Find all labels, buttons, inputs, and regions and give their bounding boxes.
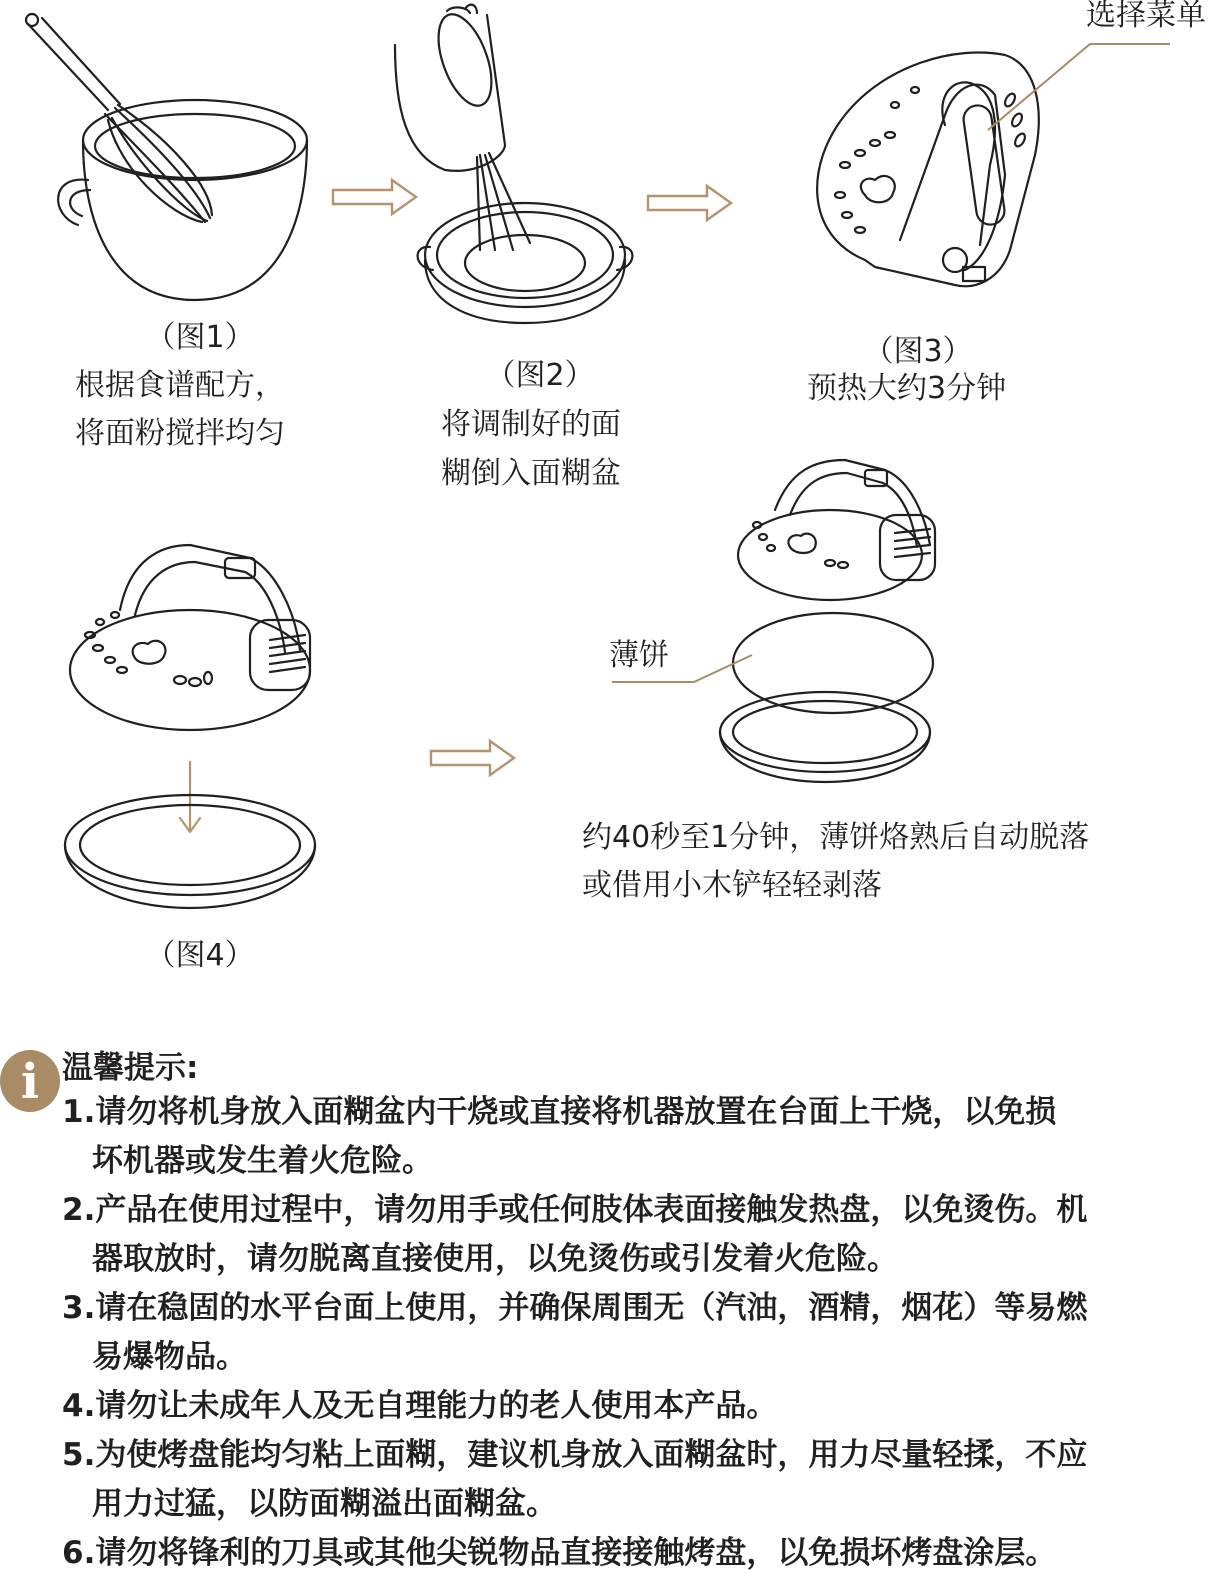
mixing-bowl-whisk-illustration	[20, 10, 320, 310]
tip-item: 3.请在稳固的水平台面上使用，并确保周围无（汽油，酒精，烟花）等易燃 易爆物品。	[62, 1290, 1088, 1375]
batter-tray-illustration	[60, 790, 320, 915]
tip-item: 4.请勿让未成年人及无自理能力的老人使用本产品。	[62, 1388, 778, 1424]
empty-tray-illustration	[715, 690, 935, 785]
fig2-caption-line2: 糊倒入面糊盆	[441, 456, 621, 491]
info-icon: i	[0, 1050, 60, 1112]
fig1-caption-line2: 将面粉搅拌均匀	[75, 416, 285, 451]
arrow-right-icon	[428, 738, 518, 778]
fig3-label: （图3）	[863, 334, 973, 369]
select-menu-callout: 选择菜单	[1086, 0, 1206, 33]
fig3-caption-line1: 预热大约3分钟	[807, 371, 1007, 406]
select-menu-leader-line	[980, 40, 1180, 140]
tips-title: 温馨提示:	[62, 1050, 199, 1086]
crepe-maker-lid-illustration	[60, 540, 335, 740]
result-caption-line1: 约40秒至1分钟，薄饼烙熟后自动脱落	[582, 820, 1090, 855]
fig2-label: （图2）	[485, 358, 595, 393]
arrow-right-icon	[645, 183, 735, 223]
fig1-label: （图1）	[145, 320, 255, 355]
tip-item: 1.请勿将机身放入面糊盆内干烧或直接将机器放置在台面上干烧，以免损 坏机器或发生着火危险。	[62, 1094, 1057, 1179]
crepe-maker-lifted-illustration	[735, 455, 945, 605]
fig2-caption-line1: 将调制好的面	[441, 407, 621, 442]
tip-item: 5.为使烤盘能均匀粘上面糊，建议机身放入面糊盆时，用力尽量轻揉，不应 用力过猛，以防面糊溢出面糊盆。	[62, 1437, 1088, 1522]
tip-item: 6.请勿将锋利的刀具或其他尖锐物品直接接触烤盘，以免损坏烤盘涂层。	[62, 1535, 1057, 1571]
pouring-batter-illustration	[385, 5, 645, 325]
fig1-caption-line1: 根据食谱配方，	[75, 368, 285, 403]
fig4-label: （图4）	[145, 938, 255, 973]
crepe-callout: 薄饼	[609, 638, 669, 673]
tip-item: 2.产品在使用过程中，请勿用手或任何肢体表面接触发热盘，以免烫伤。机 器取放时，请勿脱离直接使用，以免烫伤或引发着火危险。	[62, 1192, 1088, 1277]
result-caption-line2: 或借用小木铲轻轻剥落	[582, 868, 882, 903]
